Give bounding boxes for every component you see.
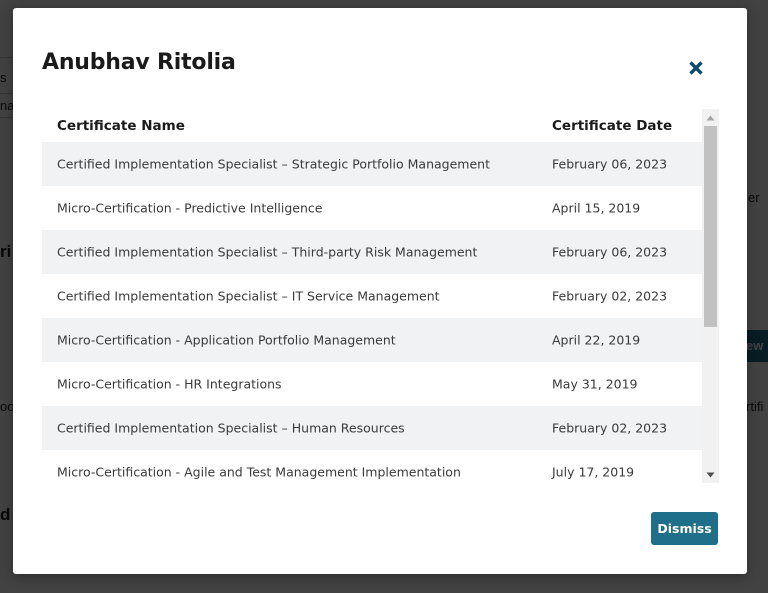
certificate-date: February 02, 2023 [552,420,668,436]
vertical-scrollbar[interactable] [702,109,719,483]
certificates-table [42,109,702,483]
certificate-name: Micro-Certification - Predictive Intelligence [57,200,323,216]
certificate-date: May 31, 2019 [552,376,638,392]
close-x-icon [688,60,704,76]
table-body [42,142,702,483]
certificates-table-container[interactable] [42,109,719,483]
table-row [42,142,702,186]
dismiss-button[interactable]: Dismiss [651,512,718,545]
certificate-name: Micro-Certification - Agile and Test Management Implementation [57,464,461,480]
certificate-date: February 06, 2023 [552,156,668,172]
certificate-name: Certified Implementation Specialist – Third-party Risk Management [57,244,478,260]
certificates-modal [13,8,747,574]
table-header [42,109,702,142]
scroll-up-arrow[interactable] [702,109,719,126]
certificate-date: July 17, 2019 [552,464,635,480]
table-row [42,406,702,450]
table-row [42,274,702,318]
table-row [42,318,702,362]
certificate-name: Micro-Certification - Application Portfolio Management [57,332,396,348]
table-row [42,230,702,274]
scrollbar-thumb[interactable] [704,126,717,327]
certificate-name: Micro-Certification - HR Integrations [57,376,282,392]
table-row [42,450,702,483]
certificate-date: February 02, 2023 [552,288,668,304]
table-row [42,186,702,230]
certificate-name: Certified Implementation Specialist – Strategic Portfolio Management [57,156,490,172]
triangle-down-icon [706,472,715,478]
certificate-date: April 15, 2019 [552,200,641,216]
triangle-up-icon [706,115,715,121]
certificate-date: February 06, 2023 [552,244,668,260]
modal-title: Anubhav Ritolia [42,50,236,75]
certificate-name: Certified Implementation Specialist – IT Service Management [57,288,440,304]
scroll-down-arrow[interactable] [702,466,719,483]
header-certificate-name: Certificate Name [57,117,185,134]
table-row [42,362,702,406]
header-certificate-date: Certificate Date [552,117,673,134]
certificate-name: Certified Implementation Specialist – Human Resources [57,420,405,436]
close-button[interactable] [682,54,710,82]
certificate-date: April 22, 2019 [552,332,641,348]
